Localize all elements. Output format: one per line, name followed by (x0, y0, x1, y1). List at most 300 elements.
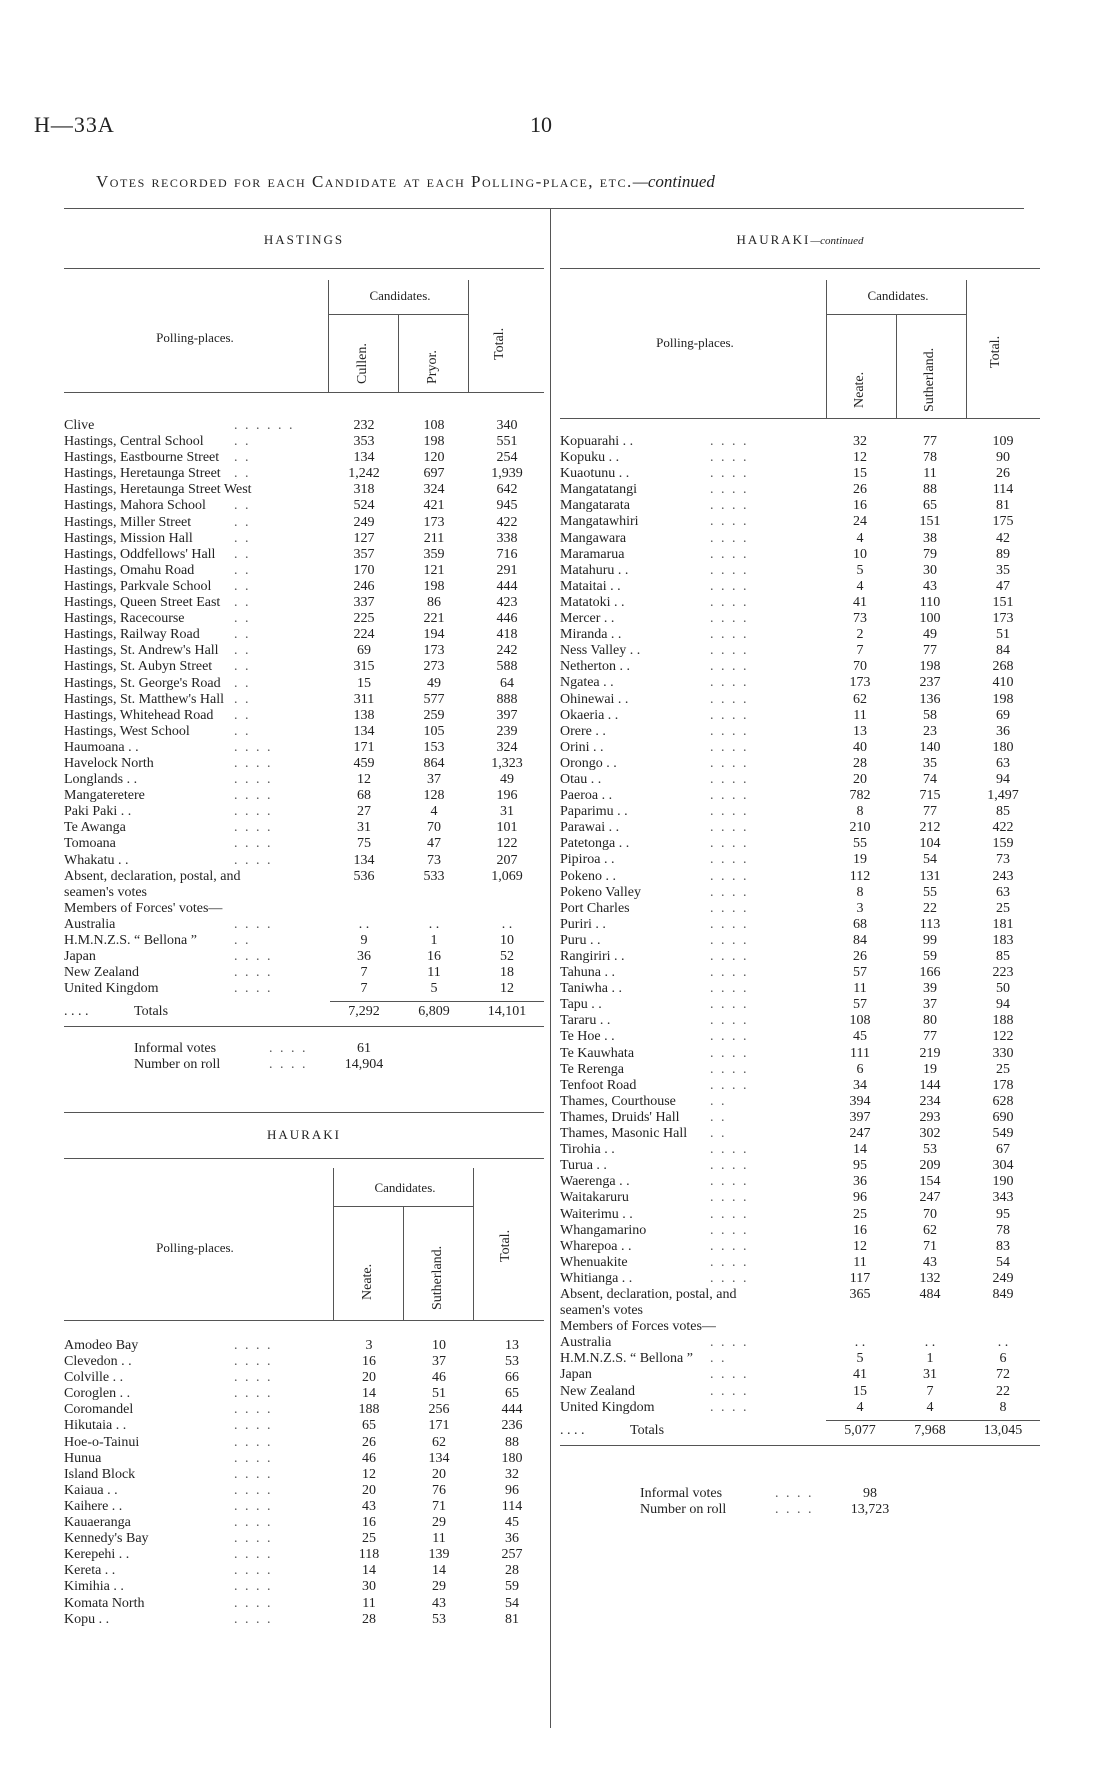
polling-place-name: Wharepoa . . (560, 1238, 632, 1254)
candidate2-votes: 221 (423, 611, 445, 627)
candidate2-votes: 171 (428, 1418, 450, 1434)
polling-place-name: Orongo . . (560, 755, 617, 771)
polling-place-name: Whangamarino (560, 1222, 647, 1238)
hauraki-left-header-bottom-rule (64, 1320, 544, 1321)
candidate1-votes: 57 (853, 965, 867, 981)
candidate2-votes: 4 (926, 1399, 934, 1415)
table-row (560, 1400, 1040, 1416)
candidate1-votes: 45 (853, 1029, 867, 1045)
table-row (560, 1351, 1040, 1367)
polling-place-name: Hastings, St. Andrew's Hall (64, 643, 219, 659)
candidate1-votes: 19 (853, 852, 867, 868)
candidate2-total: 7,968 (914, 1422, 946, 1438)
informal-votes-value: 61 (357, 1041, 371, 1057)
table-row (64, 498, 544, 514)
table-row (560, 1335, 1040, 1351)
total-votes: 423 (496, 595, 518, 611)
table-row (64, 820, 544, 836)
total-votes: 72 (996, 1367, 1010, 1383)
leader-dots: . . (234, 434, 251, 450)
table-row (560, 627, 1040, 643)
candidate2-votes: 73 (427, 852, 441, 868)
hauraki-left-header-top-rule (64, 1158, 544, 1159)
table-row (560, 1078, 1040, 1094)
total-votes: 78 (996, 1222, 1010, 1238)
polling-place-name: Maramarua (560, 546, 625, 562)
total-votes: 849 (992, 1286, 1014, 1302)
table-row (560, 563, 1040, 579)
leader-dots: . . . . (775, 1485, 814, 1501)
polling-place-name: Whakatu . . (64, 852, 129, 868)
polling-place-name: Paeroa . . (560, 788, 613, 804)
table-row (560, 933, 1040, 949)
total-votes: 64 (500, 675, 514, 691)
table-row (560, 579, 1040, 595)
leader-dots: . . . . (710, 1383, 749, 1399)
hauraki-right-vrule-2 (896, 314, 897, 418)
table-row (64, 788, 544, 804)
candidate2-votes: 62 (923, 1222, 937, 1238)
polling-place-name: Kopu . . (64, 1611, 110, 1627)
leader-dots: . . . . (710, 466, 749, 482)
table-row (64, 708, 544, 724)
total-votes: 249 (992, 1270, 1014, 1286)
candidate1-votes: 25 (362, 1531, 376, 1547)
polling-place-name: Te Rerenga (560, 1061, 624, 1077)
polling-place-name: Tenfoot Road (560, 1077, 637, 1093)
table-row (560, 981, 1040, 997)
table-row (560, 1367, 1040, 1383)
polling-place-name: Tahuna . . (560, 965, 616, 981)
candidate1-votes: 524 (353, 498, 375, 514)
polling-place-name: Mercer . . (560, 611, 615, 627)
candidate2-votes: 104 (919, 836, 941, 852)
candidate2-votes: 14 (432, 1563, 446, 1579)
candidate1-votes: 28 (362, 1611, 376, 1627)
table-row (560, 740, 1040, 756)
total-votes: 151 (992, 594, 1014, 610)
polling-place-name: Hastings, St. George's Road (64, 675, 221, 691)
polling-place-name: Australia (64, 916, 116, 932)
polling-place-name: Hastings, Queen Street East (64, 595, 221, 611)
leader-dots: . . . . (234, 981, 273, 997)
leader-dots: . . . . (234, 1354, 273, 1370)
hastings-header-top-rule (64, 268, 544, 269)
total-votes: 73 (996, 852, 1010, 868)
candidate2-votes: 77 (923, 434, 937, 449)
polling-place-name: Hoe-o-Tainui (64, 1434, 140, 1450)
leader-dots: . . (710, 1351, 727, 1367)
total-votes: 54 (996, 1254, 1010, 1270)
table-row (560, 1062, 1040, 1078)
total-votes: 84 (996, 643, 1010, 659)
total-votes: 59 (505, 1579, 519, 1595)
candidate2-votes: 113 (919, 916, 941, 932)
candidate1-votes: 134 (353, 852, 375, 868)
leader-dots: . . . . (710, 1158, 749, 1174)
table-row (560, 659, 1040, 675)
hauraki-left-vrule-1 (333, 1168, 334, 1320)
table-row (64, 1579, 544, 1595)
polling-place-name: Kuaotunu . . (560, 466, 630, 482)
total-votes: 291 (496, 562, 518, 578)
total-votes: 94 (996, 771, 1010, 787)
total-votes: 304 (992, 1158, 1014, 1174)
polling-place-name: Hastings, Heretaunga Street (64, 466, 221, 482)
candidate1-votes: 10 (853, 546, 867, 562)
candidate1-votes: 247 (849, 1126, 871, 1142)
polling-place-name: seamen's votes (560, 1303, 644, 1319)
candidate1-votes: 11 (362, 1595, 376, 1611)
candidate1-votes: 57 (853, 997, 867, 1013)
candidate2-votes: 37 (427, 772, 441, 788)
polling-place-name: Whitianga . . (560, 1270, 633, 1286)
table-row (560, 1013, 1040, 1029)
leader-dots: . . . . (710, 820, 749, 836)
total-votes: 66 (505, 1370, 519, 1386)
candidate1-votes: 6 (856, 1061, 864, 1077)
total-votes: 444 (496, 578, 518, 594)
candidate2-votes: 154 (919, 1174, 941, 1190)
leader-dots: . . . . (775, 1501, 814, 1517)
candidate1-votes: 394 (849, 1093, 871, 1109)
totals-rule (826, 1420, 1040, 1421)
candidate2-votes: 11 (427, 965, 441, 981)
candidate2-votes: 209 (919, 1158, 941, 1174)
polling-place-name: Mangatarata (560, 498, 630, 514)
polling-place-name: Thames, Druids' Hall (560, 1109, 680, 1125)
polling-place-name: Puru . . (560, 932, 601, 948)
candidate1-votes: 65 (362, 1418, 376, 1434)
candidate2-votes: 166 (919, 965, 941, 981)
total-votes: 47 (996, 578, 1010, 594)
polling-place-name: Hastings, Miller Street (64, 514, 192, 530)
candidate1-votes: 12 (853, 1238, 867, 1254)
total-votes: 190 (992, 1174, 1014, 1190)
polling-place-name: Okaeria . . (560, 707, 619, 723)
polling-place-name: Orini . . (560, 739, 604, 755)
grand-total: 14,101 (487, 1004, 527, 1020)
leader-dots: . . (234, 675, 251, 691)
total-votes: 69 (996, 707, 1010, 723)
total-votes: 51 (996, 627, 1010, 643)
polling-place-name: Island Block (64, 1466, 136, 1482)
candidate2-votes: 293 (919, 1109, 941, 1125)
polling-place-name: Thames, Masonic Hall (560, 1126, 688, 1142)
table-row (560, 643, 1040, 659)
leader-dots: . . . . (234, 804, 273, 820)
candidate1-votes: 20 (362, 1370, 376, 1386)
polling-place-name: Te Kauwhata (560, 1045, 635, 1061)
table-row (64, 418, 544, 434)
leader-dots: . . (234, 595, 251, 611)
polling-place-name: Clevedon . . (64, 1354, 132, 1370)
candidate1-votes: 62 (853, 691, 867, 707)
hauraki-left-col-total: Total. (498, 1229, 513, 1262)
table-row (64, 563, 544, 579)
candidate2-votes: 256 (428, 1402, 450, 1418)
polling-place-name: Australia (560, 1335, 612, 1351)
leader-dots: . . . . (710, 659, 749, 675)
total-votes: 95 (996, 1206, 1010, 1222)
polling-place-name: Puriri . . (560, 916, 606, 932)
candidate1-votes: 173 (849, 675, 871, 691)
total-votes: 81 (996, 498, 1010, 514)
candidate2-votes: 78 (923, 450, 937, 466)
leader-dots: . . . . (234, 1595, 273, 1611)
leader-dots: . . . . (710, 611, 749, 627)
leader-dots: . . . . (234, 1450, 273, 1466)
polling-place-name: Kimihia . . (64, 1579, 124, 1595)
table-row (560, 901, 1040, 917)
title-rule (64, 208, 1024, 209)
candidate1-total: 5,077 (844, 1422, 876, 1438)
candidate2-votes: 53 (432, 1611, 446, 1627)
total-votes: 183 (992, 932, 1014, 948)
candidate2-votes: 74 (923, 771, 937, 787)
candidate2-votes: 43 (923, 1254, 937, 1270)
table-row (64, 853, 544, 869)
total-votes: 422 (496, 514, 518, 530)
polling-place-name: Colville . . (64, 1370, 124, 1386)
total-votes: 1,497 (987, 788, 1019, 804)
candidate2-votes: 273 (423, 659, 445, 675)
leader-dots: . . . . (64, 1004, 89, 1020)
total-votes: 32 (505, 1466, 519, 1482)
candidate2-votes: 51 (432, 1386, 446, 1402)
table-row (560, 1223, 1040, 1239)
leader-dots: . . . . (234, 965, 273, 981)
leader-dots: . . . . (710, 771, 749, 787)
candidate1-votes: 311 (353, 691, 375, 707)
column-divider (550, 208, 551, 1728)
polling-place-name: Mangateretere (64, 788, 145, 804)
candidate1-votes: 14 (853, 1142, 867, 1158)
table-row (64, 434, 544, 450)
candidate1-votes: 8 (856, 804, 864, 820)
total-votes: 207 (496, 852, 518, 868)
polling-place-name: Paparimu . . (560, 804, 628, 820)
table-row (64, 917, 544, 933)
hauraki-section-title: HAURAKI (267, 1127, 341, 1142)
candidate2-votes: 100 (919, 611, 941, 627)
table-row (560, 1174, 1040, 1190)
polling-place-name: Miranda . . (560, 627, 622, 643)
candidate1-votes: 8 (856, 884, 864, 900)
leader-dots: . . . . (710, 1013, 749, 1029)
table-row (560, 482, 1040, 498)
table-row (560, 788, 1040, 804)
leader-dots: . . . . (234, 739, 273, 755)
leader-dots: . . . . (710, 1061, 749, 1077)
candidate2-votes: 173 (423, 514, 445, 530)
candidate2-votes: 70 (923, 1206, 937, 1222)
leader-dots: . . . . (710, 562, 749, 578)
leader-dots: . . . . (710, 1222, 749, 1238)
leader-dots: . . . . (234, 1563, 273, 1579)
total-votes: . . (997, 1335, 1009, 1351)
candidate1-votes: 108 (849, 1013, 871, 1029)
total-votes: 397 (496, 707, 518, 723)
candidate2-votes: 38 (923, 530, 937, 546)
polling-place-name: Te Hoe . . (560, 1029, 615, 1045)
number-on-roll-label: Number on roll (134, 1057, 221, 1073)
candidate2-votes: 35 (923, 755, 937, 771)
candidate1-votes: 96 (853, 1190, 867, 1206)
total-votes: 88 (505, 1434, 519, 1450)
polling-place-name: United Kingdom (560, 1399, 655, 1415)
table-row (560, 514, 1040, 530)
candidate2-votes: 43 (432, 1595, 446, 1611)
total-votes: 114 (992, 482, 1014, 498)
table-row (560, 1303, 1040, 1319)
candidate2-votes: 120 (423, 450, 445, 466)
polling-place-name: Mangatawhiri (560, 514, 639, 530)
candidate1-votes: 7 (856, 643, 864, 659)
candidate1-votes: 12 (357, 772, 371, 788)
table-row (560, 1046, 1040, 1062)
table-row (560, 450, 1040, 466)
informal-votes-label: Informal votes (134, 1041, 217, 1057)
table-row (560, 869, 1040, 885)
hastings-candidates-label: Candidates. (369, 288, 431, 303)
table-row (560, 1094, 1040, 1110)
candidate1-votes: 4 (856, 1399, 864, 1415)
candidate1-votes: 318 (353, 482, 375, 498)
title-main: Votes recorded for each Candidate at each Polling-place, etc. (96, 172, 633, 191)
total-votes: 53 (505, 1354, 519, 1370)
polling-place-name: Tomoana (64, 836, 116, 852)
candidate1-votes: 41 (853, 594, 867, 610)
candidate2-votes: 37 (923, 997, 937, 1013)
leader-dots: . . (234, 643, 251, 659)
table-row (560, 997, 1040, 1013)
hauraki-left-vrule-2 (403, 1206, 404, 1320)
leader-dots: . . (234, 578, 251, 594)
hastings-header-bottom-rule (64, 392, 544, 393)
polling-place-name: Hastings, Heretaunga Street West (64, 482, 252, 498)
candidate2-votes: 88 (923, 482, 937, 498)
total-votes: 114 (501, 1498, 523, 1514)
total-votes: 10 (500, 933, 514, 948)
candidate1-votes: 16 (362, 1354, 376, 1370)
total-votes: 49 (500, 772, 514, 788)
leader-dots: . . . . (710, 675, 749, 691)
total-votes: 83 (996, 1238, 1010, 1254)
candidate1-votes: 11 (853, 981, 867, 997)
table-row (560, 692, 1040, 708)
table-row (64, 1547, 544, 1563)
total-votes: 180 (992, 739, 1014, 755)
candidate1-votes: 75 (357, 836, 371, 852)
page-title (96, 172, 1016, 192)
total-votes: 945 (496, 498, 518, 514)
total-votes: 45 (505, 1515, 519, 1531)
hauraki-right-vrule-1 (826, 280, 827, 418)
candidate2-votes: 70 (427, 820, 441, 836)
leader-dots: . . . . (234, 1386, 273, 1402)
candidate1-votes: 249 (353, 514, 375, 530)
totals-label: Totals (134, 1004, 169, 1020)
candidate1-votes: 13 (853, 723, 867, 739)
polling-place-name: Haumoana . . (64, 739, 139, 755)
total-votes: 588 (496, 659, 518, 675)
table-row (64, 1515, 544, 1531)
leader-dots: . . . . (234, 772, 273, 788)
candidate1-votes: 2 (856, 627, 864, 643)
total-votes: 410 (992, 675, 1014, 691)
candidate2-votes: 864 (423, 755, 445, 771)
table-row (64, 1418, 544, 1434)
total-votes: 12 (500, 981, 514, 997)
leader-dots: . . (234, 933, 251, 948)
informal-votes-row (560, 1486, 1040, 1502)
polling-place-name: Hastings, Mahora School (64, 498, 206, 514)
candidate2-votes: 247 (919, 1190, 941, 1206)
total-votes: . . (501, 916, 513, 932)
table-row (560, 1190, 1040, 1206)
polling-place-name: Hastings, Railway Road (64, 627, 200, 643)
polling-place-name: Amodeo Bay (64, 1338, 139, 1353)
candidate1-votes: 536 (353, 868, 375, 884)
leader-dots: . . (234, 530, 251, 546)
candidate2-votes: 71 (923, 1238, 937, 1254)
table-row (64, 836, 544, 852)
polling-place-name: Longlands . . (64, 772, 138, 788)
candidate2-votes: 577 (423, 691, 445, 707)
candidate1-votes: 32 (853, 434, 867, 449)
candidate2-votes: 77 (923, 804, 937, 820)
candidate2-votes: 62 (432, 1434, 446, 1450)
candidate2-votes: 421 (423, 498, 445, 514)
table-row (64, 981, 544, 997)
leader-dots: . . . . (710, 884, 749, 900)
polling-place-name: Ness Valley . . (560, 643, 641, 659)
candidate1-votes: 782 (849, 788, 871, 804)
candidate2-votes: 65 (923, 498, 937, 514)
polling-place-name: Hikutaia . . (64, 1418, 127, 1434)
leader-dots: . . . . (710, 949, 749, 964)
hastings-col-cullen: Cullen. (355, 343, 370, 384)
polling-place-name: Coroglen . . (64, 1386, 131, 1402)
candidate2-votes: 16 (427, 949, 441, 965)
total-votes: 52 (500, 949, 514, 965)
table-row (560, 820, 1040, 836)
hauraki-right-polling-label: Polling-places. (656, 335, 734, 350)
totals-bottom-rule (560, 1445, 1040, 1446)
candidate2-votes: 198 (919, 659, 941, 675)
candidate2-votes: 1 (430, 933, 438, 948)
polling-place-name: Hastings, Whitehead Road (64, 707, 214, 723)
table-row (560, 498, 1040, 514)
candidate2-total: 6,809 (418, 1004, 450, 1020)
polling-place-name: Kerepehi . . (64, 1547, 130, 1563)
leader-dots: . . (234, 498, 251, 514)
table-row (64, 949, 544, 965)
leader-dots: . . (710, 1126, 727, 1142)
candidate2-votes: 30 (923, 562, 937, 578)
total-votes: 196 (496, 788, 518, 804)
table-row (64, 1612, 544, 1628)
leader-dots: . . . . (710, 1335, 749, 1351)
leader-dots: . . . . . . (234, 418, 295, 433)
hauraki-right-header-bottom-rule (560, 418, 1040, 419)
total-votes: 188 (992, 1013, 1014, 1029)
leader-dots: . . . . (710, 739, 749, 755)
page-header (0, 112, 1114, 142)
leader-dots: . . (234, 723, 251, 739)
polling-place-name: Hastings, Parkvale School (64, 578, 212, 594)
